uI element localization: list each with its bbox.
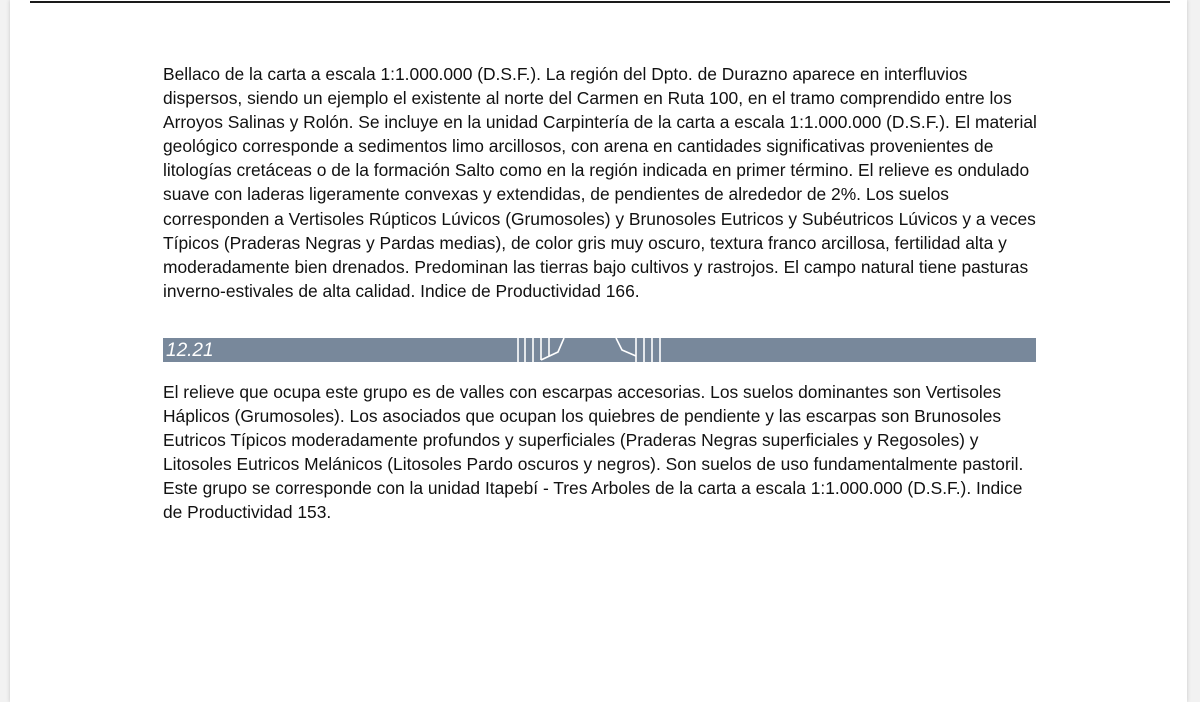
top-rule [30, 1, 1170, 3]
document-page [10, 0, 1187, 702]
paragraph-bellaco: Bellaco de la carta a escala 1:1.000.000 (D.S.F.). La región del Dpto. de Durazno aparece en interfluvios dispersos, siendo un ejemplo el existente al norte del Carmen en Ruta 100, en el tramo comprendido entre los Arroyos Salinas y Rolón. Se incluye en la unidad Carpintería de la carta a escala 1:1.000.000 (D.S.F.). El material geológico corresponde a sedimentos limo arcillosos, con arena en cantidades significativas provenientes de litologías cretáceas o de la formación Salto como en la región indicada en primer término. El relieve es ondulado suave con laderas ligeramente convexas y extendidas, de pendientes de alrededor de 2%. Los suelos corresponden a Vertisoles Rúpticos Lúvicos (Grumosoles) y Brunosoles Eutricos y Subéutricos Lúvicos y a veces Típicos (Praderas Negras y Pardas medias), de color gris muy oscuro, textura franco arcillosa, fertilidad alta y moderadamente bien drenados. Predominan las tierras bajo cultivos y rastrojos. El campo natural tiene pasturas inverno-estivales de alta calidad. Indice de Productividad 166. [163, 64, 1037, 301]
section-number: 12.21 [166, 340, 214, 361]
section-header-bar [163, 338, 1036, 362]
paragraph-valles: El relieve que ocupa este grupo es de valles con escarpas accesorias. Los suelos dominantes son Vertisoles Háplicos (Grumosoles). Los asociados que ocupan los quiebres de pendiente y las escarpas son Brunosoles Eutricos Típicos moderadamente profundos y superficiales (Praderas Negras superficiales y Regosoles) y Litosoles Eutricos Melánicos (Litosoles Pardo oscuros y negros). Son suelos de uso fundamentalmente pastoril. Este grupo se corresponde con la unidad Itapebí - Tres Arboles de la carta a escala 1:1.000.000 (D.S.F.). Indice de Productividad 153. [163, 382, 1024, 523]
decorative-glyph-marks [516, 338, 676, 362]
